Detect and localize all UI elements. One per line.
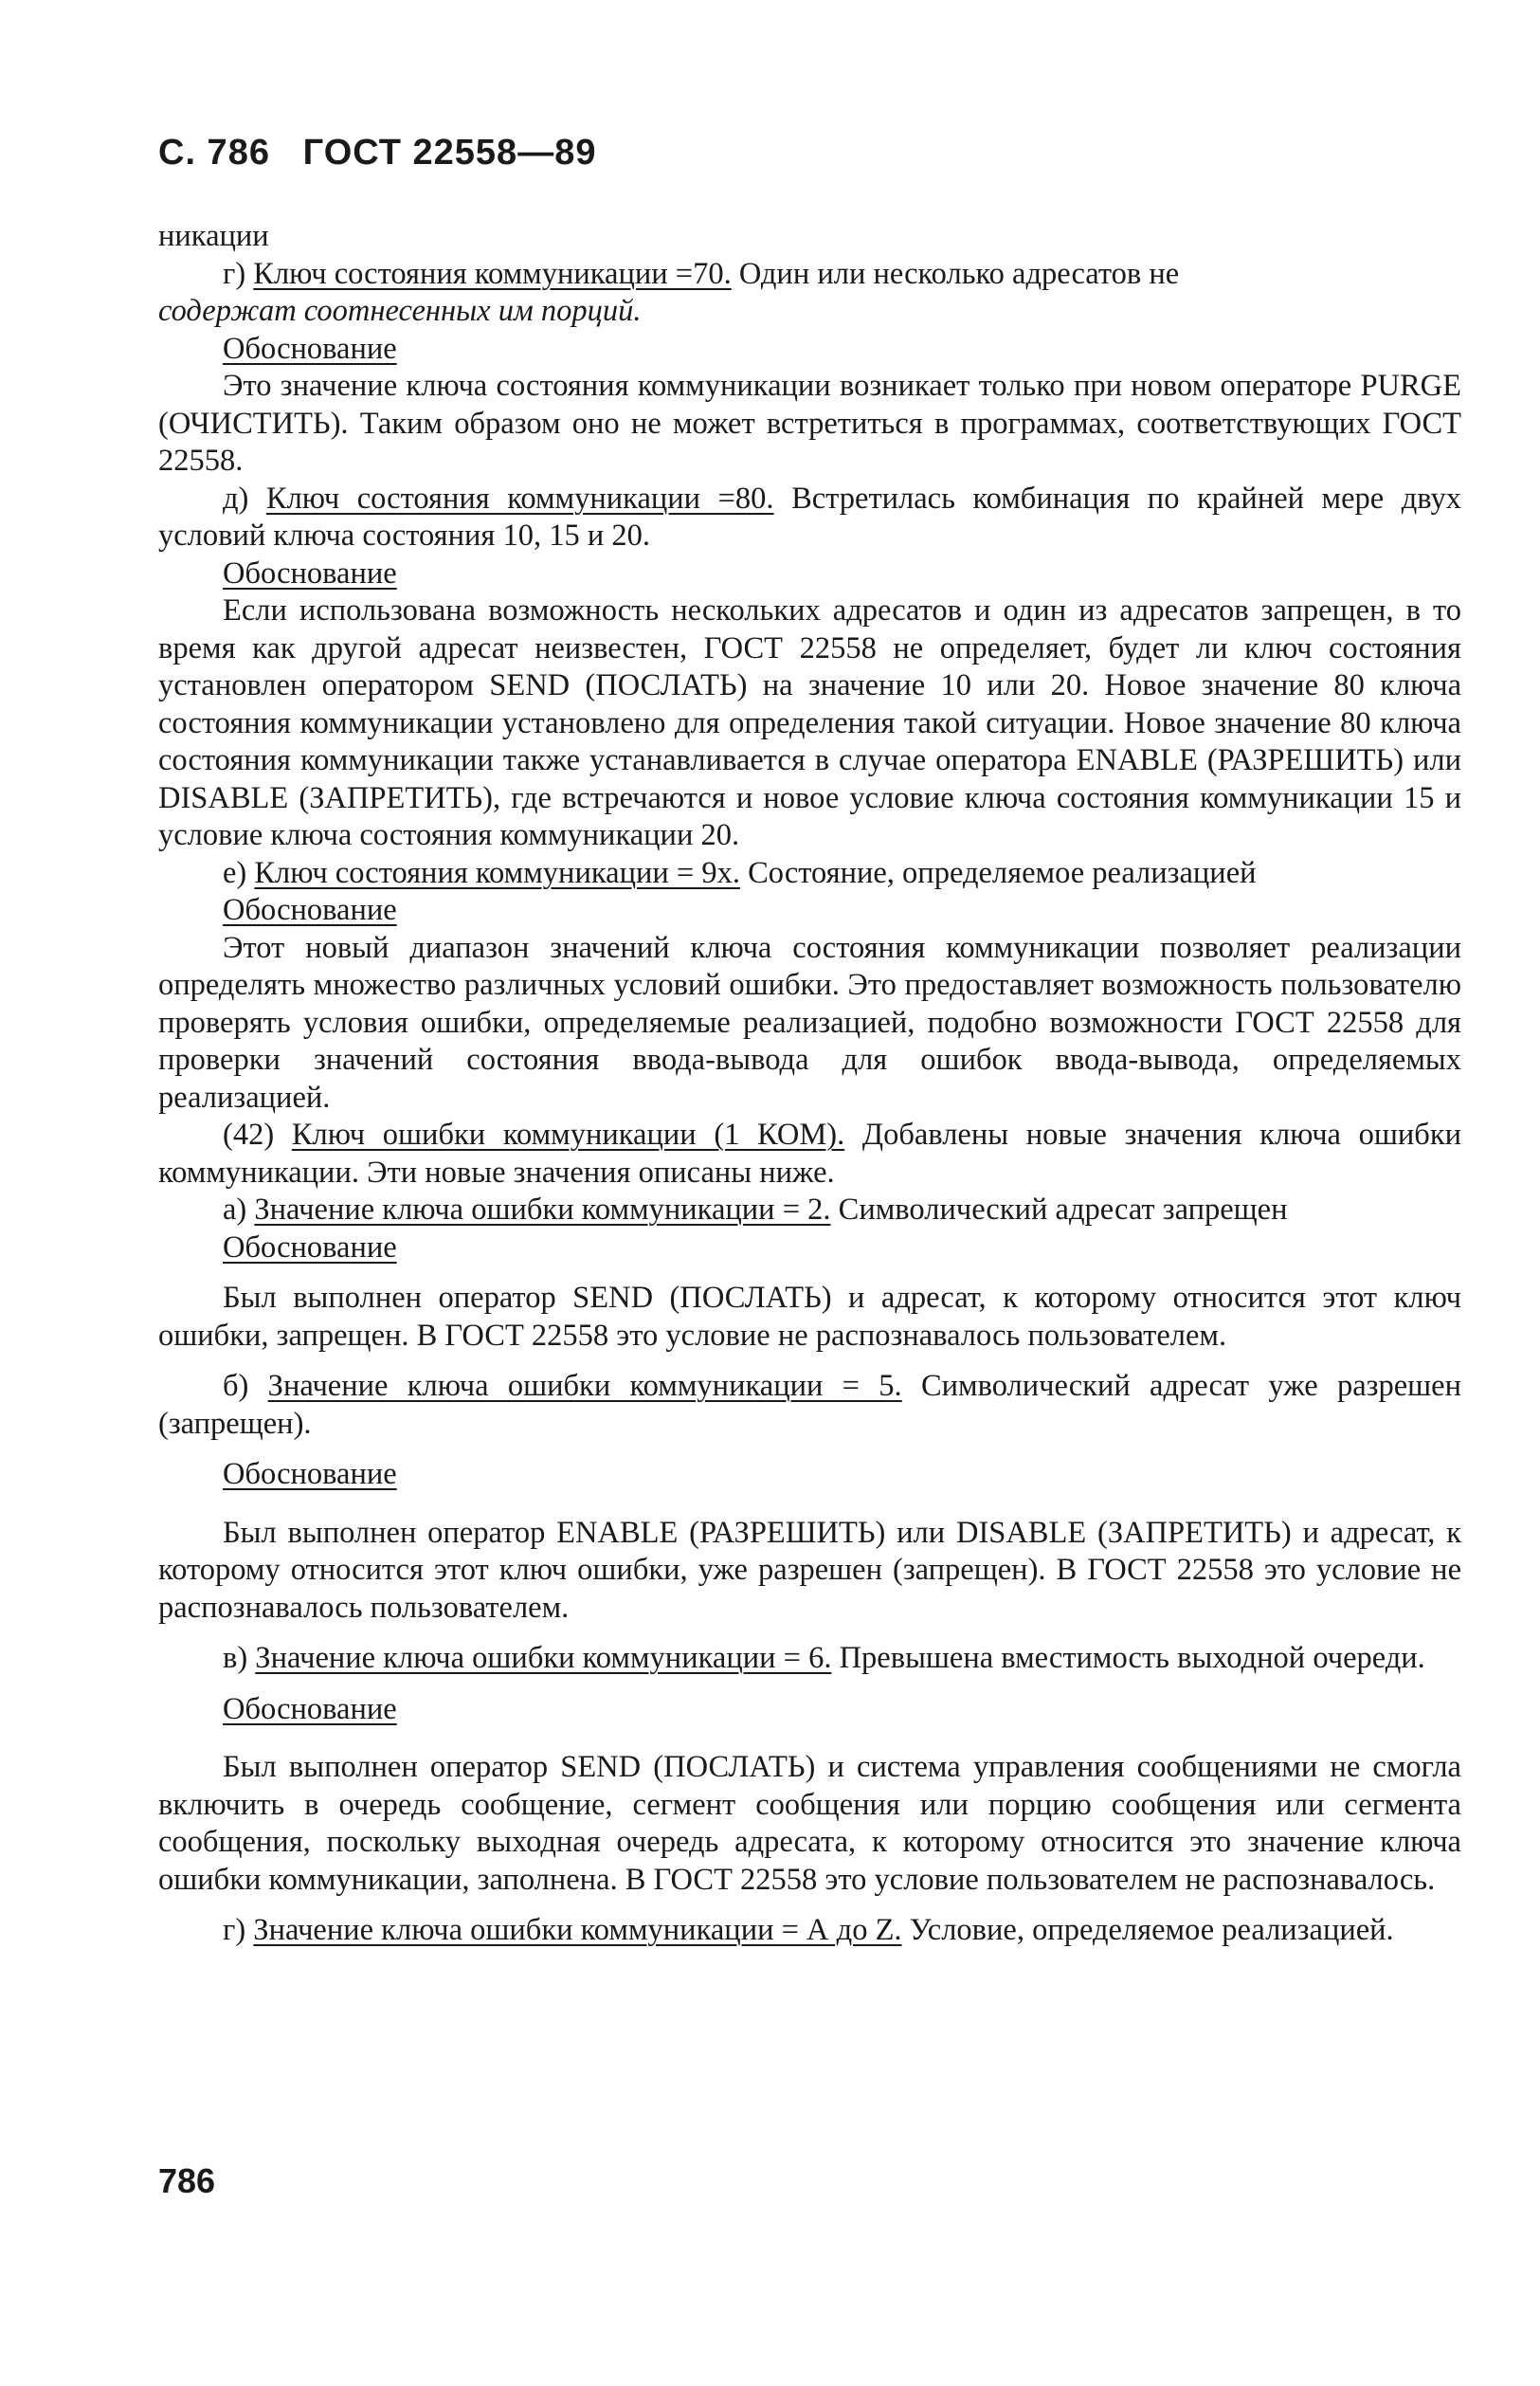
section-42	[158, 1117, 1461, 1192]
reason-label: Обоснование	[223, 1229, 397, 1265]
page-number: 786	[158, 2161, 216, 2200]
reason-heading	[158, 556, 1461, 593]
reason-heading	[158, 892, 1461, 930]
item-g-status-70	[158, 256, 1461, 294]
reason-label: Обоснование	[223, 1457, 397, 1491]
item-heading: Ключ состояния коммуникации =70.	[253, 256, 732, 291]
item-heading: Значение ключа ошибки коммуникации = 5.	[267, 1369, 902, 1403]
body-text	[158, 218, 1461, 1950]
continuation-line: никации	[158, 219, 269, 253]
item-marker: г)	[223, 1913, 246, 1947]
reason-paragraph: Этот новый диапазон значений ключа состояния коммуникации позволяет реализации определять множество различных условий ошибки. Это предоставляет возможность пользователю проверять условия ошибки, определяемые реализацией, подобно возможности ГОСТ 22558 для проверки значений состояния ввода-вывода для ошибок ввода-вывода, определяемых реализацией.	[158, 930, 1461, 1115]
reason-label: Обоснование	[223, 1691, 397, 1726]
item-marker: д)	[223, 481, 249, 516]
item-a-error-2	[158, 1192, 1461, 1229]
item-marker: г)	[223, 256, 246, 291]
item-text: Один или несколько адресатов не	[731, 256, 1180, 291]
item-continuation: содержат соотнесенных им порций.	[158, 294, 642, 328]
item-marker: в)	[223, 1641, 248, 1675]
reason-paragraph: Это значение ключа состояния коммуникации возникает только при новом операторе PURGE (ОЧИСТИТЬ). Таким образом оно не может встретиться в программах, соответствующих ГОСТ 22558.	[158, 369, 1461, 478]
item-text: Условие, определяемое реализацией.	[901, 1913, 1394, 1947]
item-text: Символический адресат уже разрешен (запрещен).	[158, 1369, 1461, 1441]
item-text: Встретилась комбинация по крайней мере двух условий ключа состояния 10, 15 и 20.	[158, 481, 1462, 553]
standard-title: ГОСТ 22558—89	[302, 133, 597, 173]
section-text: Добавлены новые значения ключа ошибки коммуникации. Эти новые значения описаны ниже.	[158, 1118, 1462, 1190]
page-header	[158, 133, 596, 173]
item-heading: Значение ключа ошибки коммуникации = А до Z.	[253, 1913, 902, 1947]
item-d-status-80	[158, 481, 1461, 556]
item-text: Превышена вместимость выходной очереди.	[831, 1641, 1425, 1675]
reason-label: Обоснование	[223, 331, 397, 366]
item-heading: Значение ключа ошибки коммуникации = 2.	[254, 1193, 831, 1227]
item-text: Символический адресат запрещен	[830, 1193, 1288, 1227]
item-v-error-6	[158, 1640, 1461, 1678]
item-text: Состояние, определяемое реализацией	[739, 855, 1257, 890]
reason-heading	[158, 1691, 1461, 1729]
reason-label: Обоснование	[223, 893, 397, 927]
item-marker: б)	[223, 1369, 249, 1403]
reason-paragraph: Был выполнен оператор SEND (ПОСЛАТЬ) и адресат, к которому относится этот ключ ошибки, запрещен. В ГОСТ 22558 это условие не распознавалось пользователем.	[158, 1281, 1461, 1353]
reason-label: Обоснование	[223, 556, 397, 591]
item-marker: е)	[223, 855, 247, 890]
reason-heading	[158, 1229, 1461, 1267]
item-g-error-a-z	[158, 1912, 1461, 1950]
section-heading: Ключ ошибки коммуникации (1 КОМ).	[291, 1118, 845, 1152]
section-number: (42)	[223, 1118, 275, 1152]
reason-heading	[158, 331, 1461, 369]
item-b-error-5	[158, 1368, 1461, 1443]
item-heading: Ключ состояния коммуникации =80.	[265, 481, 774, 516]
reason-paragraph: Был выполнен оператор SEND (ПОСЛАТЬ) и система управления сообщениями не смогла включить в очередь сообщение, сегмент сообщения или порцию сообщения или сегмента сообщения, поскольку выходная очередь адресата, к которому относится это значение ключа ошибки коммуникации, заполнена. В ГОСТ 22558 это условие пользователем не распознавалось.	[158, 1750, 1461, 1897]
item-marker: а)	[223, 1193, 247, 1227]
reason-heading	[158, 1456, 1461, 1494]
item-heading: Ключ состояния коммуникации = 9х.	[254, 855, 740, 890]
item-heading: Значение ключа ошибки коммуникации = 6.	[255, 1641, 832, 1675]
page-label: С. 786	[158, 133, 270, 173]
item-e-status-9x	[158, 855, 1461, 893]
reason-paragraph: Был выполнен оператор ENABLE (РАЗРЕШИТЬ) или DISABLE (ЗАПРЕТИТЬ) и адресат, к которому относится этот ключ ошибки, уже разрешен (запрещен). В ГОСТ 22558 это условие не распознавалось пользователем.	[158, 1515, 1461, 1625]
reason-paragraph: Если использована возможность нескольких адресатов и один из адресатов запрещен, в то время как другой адресат неизвестен, ГОСТ 22558 не определяет, будет ли ключ состояния установлен оператором SEND (ПОСЛАТЬ) на значение 10 или 20. Новое значение 80 ключа состояния коммуникации установлено для определения такой ситуации. Новое значение 80 ключа состояния коммуникации также устанавливается в случае оператора ENABLE (РАЗРЕШИТЬ) или DISABLE (ЗАПРЕТИТЬ), где встречаются и новое условие ключа состояния коммуникации 15 и условие ключа состояния коммуникации 20.	[158, 593, 1461, 852]
